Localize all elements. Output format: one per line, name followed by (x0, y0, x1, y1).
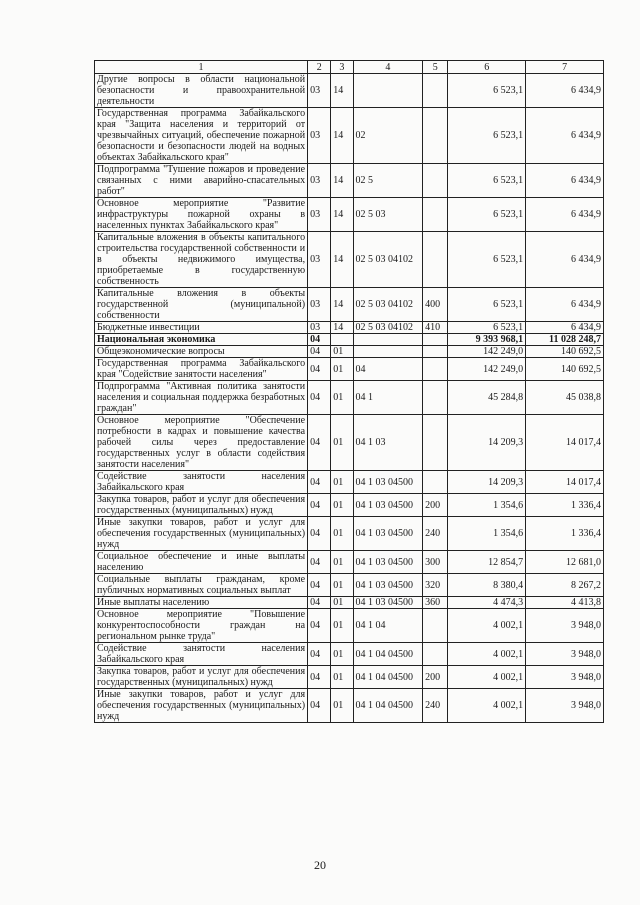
cell-name: Капитальные вложения в объекты капитального строительства государственной собственности и в объекты недвижимого имущества, приобретаемые в государственную собственность (95, 232, 308, 288)
cell-amount-1: 4 002,1 (448, 666, 526, 689)
cell-amount-2: 3 948,0 (526, 643, 604, 666)
cell-target-article: 02 (353, 108, 423, 164)
header-col-2: 2 (308, 61, 331, 74)
cell-amount-2: 6 434,9 (526, 198, 604, 232)
cell-expense-type (423, 232, 448, 288)
cell-target-article: 04 1 03 04500 (353, 471, 423, 494)
table-row (95, 322, 604, 334)
cell-subsection: 01 (331, 597, 353, 609)
table-row (95, 288, 604, 322)
table-row (95, 574, 604, 597)
header-col-4: 4 (353, 61, 423, 74)
budget-table (94, 60, 604, 723)
cell-amount-2: 140 692,5 (526, 346, 604, 358)
cell-section: 04 (308, 597, 331, 609)
cell-subsection: 01 (331, 609, 353, 643)
cell-amount-2: 3 948,0 (526, 609, 604, 643)
table-row (95, 74, 604, 108)
cell-section: 04 (308, 346, 331, 358)
cell-amount-2: 45 038,8 (526, 381, 604, 415)
cell-name: Социальные выплаты гражданам, кроме публичных нормативных социальных выплат (95, 574, 308, 597)
cell-section: 04 (308, 334, 331, 346)
cell-amount-2: 8 267,2 (526, 574, 604, 597)
cell-name: Другие вопросы в области национальной безопасности и правоохранительной деятельности (95, 74, 308, 108)
cell-amount-2: 4 413,8 (526, 597, 604, 609)
cell-target-article: 04 1 04 04500 (353, 666, 423, 689)
cell-amount-1: 6 523,1 (448, 232, 526, 288)
cell-target-article: 04 (353, 358, 423, 381)
cell-subsection: 14 (331, 322, 353, 334)
cell-name: Основное мероприятие "Развитие инфраструктуры пожарной охраны в населенных пунктах Забайкальского края" (95, 198, 308, 232)
table-row (95, 334, 604, 346)
cell-amount-2: 14 017,4 (526, 471, 604, 494)
cell-target-article: 02 5 03 04102 (353, 288, 423, 322)
cell-subsection: 14 (331, 198, 353, 232)
table-row (95, 551, 604, 574)
cell-amount-2: 6 434,9 (526, 108, 604, 164)
cell-name: Закупка товаров, работ и услуг для обеспечения государственных (муниципальных) нужд (95, 666, 308, 689)
cell-amount-2: 11 028 248,7 (526, 334, 604, 346)
page-number: 20 (314, 858, 326, 872)
cell-subsection: 14 (331, 232, 353, 288)
cell-expense-type (423, 198, 448, 232)
header-col-7: 7 (526, 61, 604, 74)
cell-amount-1: 12 854,7 (448, 551, 526, 574)
table-row (95, 643, 604, 666)
table-body (95, 74, 604, 723)
cell-amount-1: 8 380,4 (448, 574, 526, 597)
header-col-1: 1 (95, 61, 308, 74)
cell-target-article: 02 5 (353, 164, 423, 198)
table-row (95, 346, 604, 358)
cell-name: Социальное обеспечение и иные выплаты населению (95, 551, 308, 574)
cell-expense-type (423, 334, 448, 346)
cell-amount-1: 142 249,0 (448, 346, 526, 358)
cell-target-article: 04 1 03 04500 (353, 494, 423, 517)
cell-section: 03 (308, 288, 331, 322)
cell-subsection: 01 (331, 358, 353, 381)
cell-expense-type (423, 108, 448, 164)
cell-name: Содействие занятости населения Забайкальского края (95, 643, 308, 666)
cell-expense-type (423, 471, 448, 494)
cell-amount-1: 4 002,1 (448, 643, 526, 666)
cell-name: Закупка товаров, работ и услуг для обеспечения государственных (муниципальных) нужд (95, 494, 308, 517)
cell-section: 04 (308, 643, 331, 666)
cell-expense-type (423, 164, 448, 198)
cell-name: Подпрограмма "Активная политика занятости населения и социальная поддержка безработных граждан" (95, 381, 308, 415)
cell-name: Подпрограмма "Тушение пожаров и проведение связанных с ними аварийно-спасательных работ" (95, 164, 308, 198)
cell-subsection: 01 (331, 643, 353, 666)
cell-target-article: 04 1 04 04500 (353, 689, 423, 723)
header-col-3: 3 (331, 61, 353, 74)
cell-target-article (353, 74, 423, 108)
cell-subsection: 14 (331, 164, 353, 198)
cell-amount-2: 6 434,9 (526, 322, 604, 334)
cell-amount-1: 4 002,1 (448, 689, 526, 723)
cell-amount-2: 6 434,9 (526, 74, 604, 108)
cell-subsection: 01 (331, 346, 353, 358)
cell-section: 04 (308, 689, 331, 723)
cell-subsection: 01 (331, 551, 353, 574)
header-col-6: 6 (448, 61, 526, 74)
cell-subsection: 01 (331, 381, 353, 415)
cell-amount-1: 6 523,1 (448, 74, 526, 108)
table-row (95, 689, 604, 723)
cell-name: Иные выплаты населению (95, 597, 308, 609)
cell-section: 04 (308, 666, 331, 689)
cell-subsection: 01 (331, 517, 353, 551)
cell-target-article: 04 1 03 04500 (353, 517, 423, 551)
cell-expense-type (423, 643, 448, 666)
cell-subsection: 01 (331, 689, 353, 723)
cell-expense-type: 200 (423, 494, 448, 517)
cell-amount-1: 142 249,0 (448, 358, 526, 381)
cell-name: Капитальные вложения в объекты государственной (муниципальной) собственности (95, 288, 308, 322)
cell-expense-type: 410 (423, 322, 448, 334)
table-row (95, 517, 604, 551)
cell-amount-1: 4 002,1 (448, 609, 526, 643)
cell-subsection: 14 (331, 288, 353, 322)
cell-expense-type (423, 381, 448, 415)
cell-amount-1: 6 523,1 (448, 322, 526, 334)
header-col-5: 5 (423, 61, 448, 74)
cell-amount-1: 6 523,1 (448, 198, 526, 232)
cell-name: Государственная программа Забайкальского края "Защита населения и территорий от чрезвычайных ситуаций, обеспечение пожарной безопасности и безопасности людей на водных объектах Забайкальского края" (95, 108, 308, 164)
cell-expense-type (423, 609, 448, 643)
table-row (95, 609, 604, 643)
cell-section: 04 (308, 415, 331, 471)
cell-section: 03 (308, 198, 331, 232)
cell-amount-1: 6 523,1 (448, 288, 526, 322)
cell-subsection: 01 (331, 666, 353, 689)
cell-target-article: 02 5 03 04102 (353, 322, 423, 334)
cell-expense-type: 320 (423, 574, 448, 597)
table-row (95, 494, 604, 517)
cell-target-article: 02 5 03 04102 (353, 232, 423, 288)
cell-amount-1: 14 209,3 (448, 471, 526, 494)
cell-name: Бюджетные инвестиции (95, 322, 308, 334)
cell-amount-1: 4 474,3 (448, 597, 526, 609)
cell-amount-1: 14 209,3 (448, 415, 526, 471)
cell-amount-2: 14 017,4 (526, 415, 604, 471)
cell-expense-type: 240 (423, 689, 448, 723)
cell-target-article: 04 1 04 04500 (353, 643, 423, 666)
cell-target-article: 04 1 03 (353, 415, 423, 471)
cell-subsection: 01 (331, 574, 353, 597)
table-row (95, 471, 604, 494)
cell-subsection: 01 (331, 471, 353, 494)
cell-name: Иные закупки товаров, работ и услуг для обеспечения государственных (муниципальных) нужд (95, 689, 308, 723)
cell-subsection: 14 (331, 108, 353, 164)
cell-target-article: 04 1 03 04500 (353, 574, 423, 597)
cell-expense-type: 360 (423, 597, 448, 609)
cell-amount-1: 6 523,1 (448, 108, 526, 164)
cell-target-article: 04 1 04 (353, 609, 423, 643)
table-row (95, 164, 604, 198)
cell-amount-2: 3 948,0 (526, 689, 604, 723)
cell-expense-type (423, 415, 448, 471)
cell-name: Иные закупки товаров, работ и услуг для обеспечения государственных (муниципальных) нужд (95, 517, 308, 551)
cell-expense-type: 400 (423, 288, 448, 322)
cell-section: 04 (308, 574, 331, 597)
cell-subsection (331, 334, 353, 346)
cell-amount-2: 140 692,5 (526, 358, 604, 381)
cell-amount-1: 9 393 968,1 (448, 334, 526, 346)
table-row (95, 232, 604, 288)
table-row (95, 597, 604, 609)
cell-expense-type: 300 (423, 551, 448, 574)
cell-expense-type: 200 (423, 666, 448, 689)
cell-section: 04 (308, 609, 331, 643)
cell-section: 04 (308, 381, 331, 415)
cell-name: Государственная программа Забайкальского края "Содействие занятости населения" (95, 358, 308, 381)
cell-amount-2: 12 681,0 (526, 551, 604, 574)
cell-name: Основное мероприятие "Обеспечение потребности в кадрах и повышение качества рабочей силы через предоставление государственных услуг в области содействия занятости населения" (95, 415, 308, 471)
cell-section: 04 (308, 358, 331, 381)
cell-section: 04 (308, 551, 331, 574)
table-row (95, 108, 604, 164)
cell-target-article: 04 1 (353, 381, 423, 415)
cell-target-article: 04 1 03 04500 (353, 597, 423, 609)
cell-amount-2: 6 434,9 (526, 164, 604, 198)
table-row (95, 666, 604, 689)
cell-section: 04 (308, 471, 331, 494)
cell-expense-type (423, 358, 448, 381)
cell-section: 03 (308, 74, 331, 108)
cell-expense-type: 240 (423, 517, 448, 551)
cell-expense-type (423, 346, 448, 358)
cell-amount-2: 6 434,9 (526, 232, 604, 288)
cell-target-article (353, 334, 423, 346)
cell-target-article: 02 5 03 (353, 198, 423, 232)
cell-section: 03 (308, 322, 331, 334)
cell-name: Основное мероприятие "Повышение конкурентоспособности граждан на региональном рынке труда" (95, 609, 308, 643)
cell-amount-1: 1 354,6 (448, 517, 526, 551)
table-row (95, 415, 604, 471)
cell-section: 04 (308, 517, 331, 551)
table-row (95, 198, 604, 232)
cell-amount-1: 6 523,1 (448, 164, 526, 198)
cell-amount-2: 1 336,4 (526, 517, 604, 551)
cell-subsection: 01 (331, 415, 353, 471)
cell-name: Общеэкономические вопросы (95, 346, 308, 358)
table-row (95, 358, 604, 381)
cell-target-article: 04 1 03 04500 (353, 551, 423, 574)
cell-amount-2: 3 948,0 (526, 666, 604, 689)
cell-amount-1: 45 284,8 (448, 381, 526, 415)
cell-section: 03 (308, 108, 331, 164)
table-row (95, 381, 604, 415)
cell-section: 03 (308, 164, 331, 198)
cell-subsection: 01 (331, 494, 353, 517)
cell-section: 04 (308, 494, 331, 517)
cell-section: 03 (308, 232, 331, 288)
table-header-row (95, 61, 604, 74)
cell-expense-type (423, 74, 448, 108)
cell-name: Национальная экономика (95, 334, 308, 346)
cell-amount-1: 1 354,6 (448, 494, 526, 517)
cell-subsection: 14 (331, 74, 353, 108)
cell-name: Содействие занятости населения Забайкальского края (95, 471, 308, 494)
cell-target-article (353, 346, 423, 358)
cell-amount-2: 6 434,9 (526, 288, 604, 322)
cell-amount-2: 1 336,4 (526, 494, 604, 517)
